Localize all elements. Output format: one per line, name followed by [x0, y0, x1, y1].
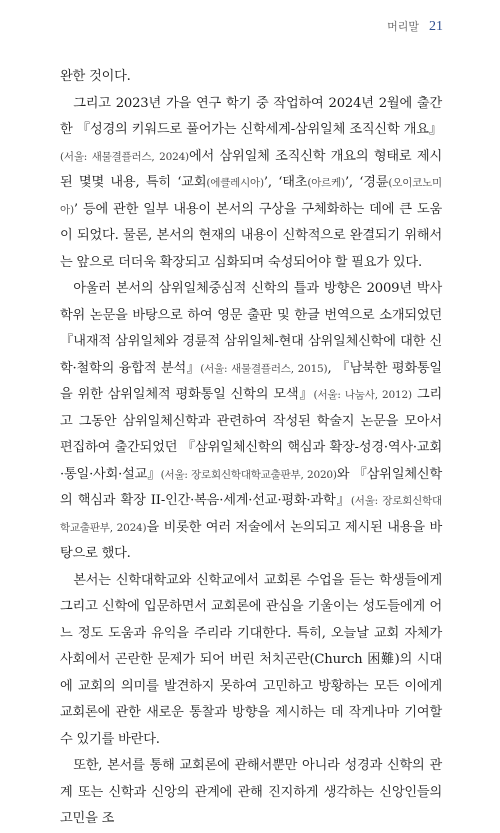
paragraph [60, 91, 442, 277]
citation-text: (에클레시아) [206, 177, 264, 189]
citation-text: (서울: 나눔사, 2012) [313, 389, 412, 401]
text-run: 본서는 신학대학교와 신학교에서 교회론 수업을 듣는 학생들에게 그리고 신학에 입문하면서 교회론에 관심을 기울이는 성도들에게 어느 정도 도움과 유익을 주리라 기대한다. 특히, 오늘날 교회 자체가 사회에서 곤란한 문제가 되어 버린 처치곤란(Church 困難)의 시대에 교회의 의미를 발견하지 못하여 고민하고 방황하는 모든 이에게 교회론에 관한 새로운 통찰과 방향을 제시하는 데 작게나마 기여할 수 있기를 바란다. [60, 572, 442, 747]
text-run: 그리고 그동안 삼위일체신학과 관련하여 작성된 학술지 논문을 모아서 편집하여 출간되었던 『삼위일체신학의 핵심과 확장-성경·역사·교회·통일·사회·설교』 [60, 387, 442, 482]
running-header [387, 18, 443, 35]
body-text [60, 64, 442, 833]
citation-text: (오이코노미아) [60, 177, 442, 216]
citation-text: (서울: 장로회신학대학교출판부, 2020) [160, 468, 337, 481]
citation-text: (서울: 새물결플러스, 2024) [60, 150, 189, 163]
text-run: 을 비롯한 여러 저술에서 논의되고 제시된 내용을 바탕으로 했다. [60, 519, 443, 561]
text-run: , 『남북한 평화통일을 위한 삼위일체적 평화통일 신학의 모색』 [60, 360, 442, 402]
citation-text: (서울: 새물결플러스, 2015) [200, 362, 328, 375]
paragraph [60, 276, 442, 568]
paragraph [60, 64, 442, 91]
text-run: 와 『삼위일체신학의 핵심과 확장 II-인간·복음·세계·선교·평화·과학』 [60, 466, 442, 508]
text-run: 에서 삼위일체 조직신학 개요의 형태로 제시된 몇몇 내용, 특히 ‘교회 [60, 148, 442, 190]
text-run: 또한, 본서를 통해 교회론에 관해서뿐만 아니라 성경과 신학의 관계 또는 신학과 신앙의 관계에 관해 진지하게 생각하는 신앙인들의 고민을 조 [60, 758, 442, 826]
paragraph [60, 568, 442, 754]
text-run: ’ 등에 관한 일부 내용이 본서의 구상을 구체화하는 데에 큰 도움이 되었다. 물론, 본서의 현재의 내용이 신학적으로 완결되기 위해서는 앞으로 더더욱 확장되고 심화되며 숙성되어야 할 필요가 있다. [60, 201, 442, 270]
page-number: 21 [429, 19, 443, 34]
text-run: 아울러 본서의 삼위일체중심적 신학의 틀과 방향은 2009년 박사학위 논문을 바탕으로 하여 영문 출판 및 한글 번역으로 소개되었던 『내재적 삼위일체와 경륜적 삼위일체-현대 삼위일체신학에 대한 신학·철학의 융합적 분석』 [60, 281, 442, 376]
citation-text: (서울: 장로회신학대학교출판부, 2024) [60, 495, 443, 534]
text-run: ’, ‘태초 [263, 175, 308, 190]
text-run: 완한 것이다. [60, 69, 131, 84]
text-run: ’, ‘경륜 [344, 175, 389, 190]
section-title: 머리말 [387, 20, 419, 33]
citation-text: (아르케) [307, 177, 345, 189]
paragraph [60, 753, 442, 833]
text-run: 그리고 2023년 가을 연구 학기 중 작업하여 2024년 2월에 출간한 『성경의 키워드로 풀어가는 신학세계-삼위일체 조직신학 개요』 [60, 95, 442, 137]
